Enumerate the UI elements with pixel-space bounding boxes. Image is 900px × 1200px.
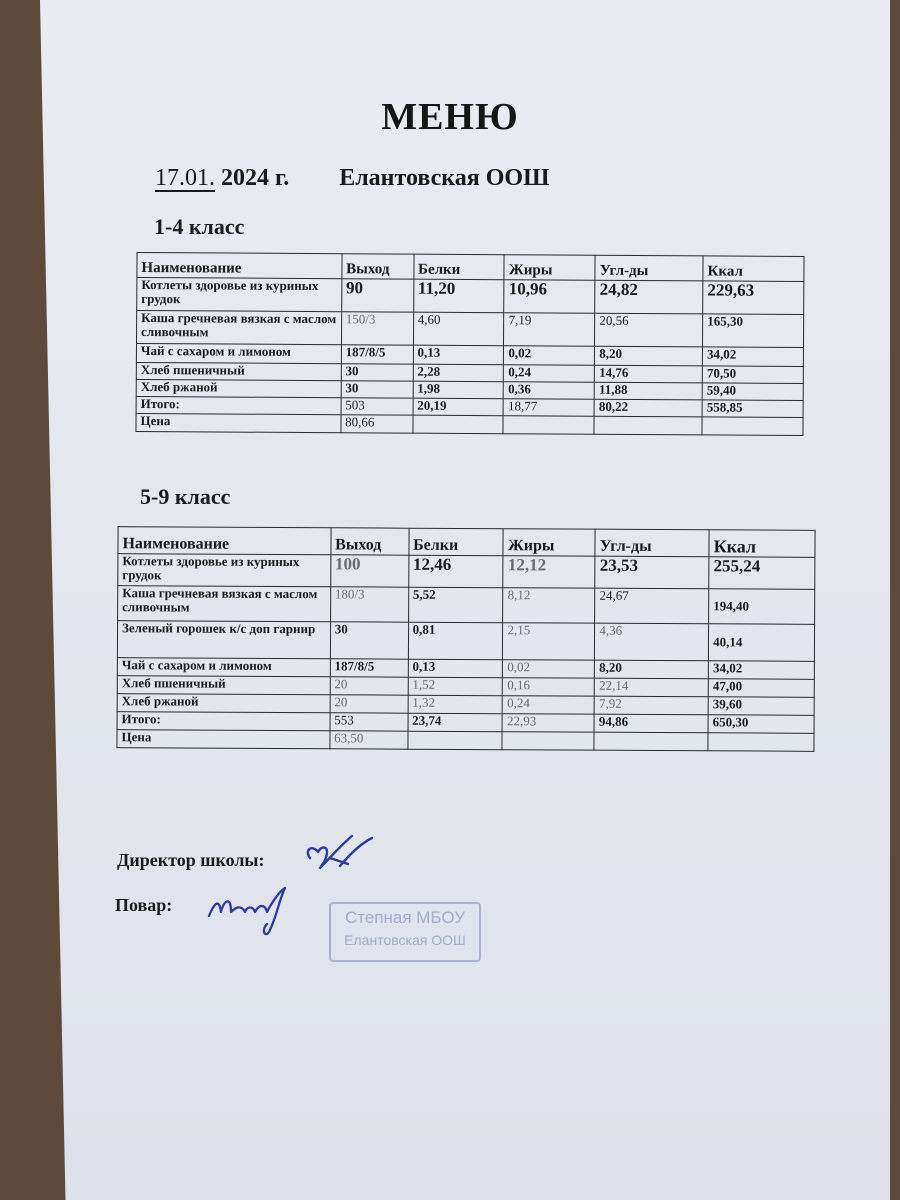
cell-fat: 2,15 bbox=[503, 623, 595, 660]
section-1-label: 1-4 класс bbox=[154, 214, 245, 239]
cell-yield: 30 bbox=[330, 622, 408, 659]
cell-carbs: 11,88 bbox=[594, 382, 702, 400]
cell-kcal: 255,24 bbox=[709, 557, 815, 590]
cell-fat: 12,12 bbox=[503, 556, 595, 588]
cell-yield: 180/3 bbox=[330, 587, 408, 622]
col-header-carbs: Угл-ды bbox=[595, 255, 703, 281]
cell-protein: 1,52 bbox=[408, 677, 503, 695]
dish-name: Чай с сахаром и лимоном bbox=[117, 658, 330, 677]
menu-table-5-9 bbox=[116, 526, 815, 752]
dish-name: Котлеты здоровье из куриных грудок bbox=[118, 554, 331, 587]
cell-fat: 10,96 bbox=[504, 280, 595, 314]
cell-yield: 187/8/5 bbox=[341, 345, 413, 364]
cell-protein: 20,19 bbox=[413, 398, 504, 416]
date-line bbox=[155, 165, 549, 192]
cell-kcal: 229,63 bbox=[703, 281, 804, 315]
cell-yield: 30 bbox=[341, 364, 413, 381]
cell-kcal: 70,50 bbox=[702, 366, 803, 384]
cell-kcal: 39,60 bbox=[708, 697, 814, 716]
price-value: 80,66 bbox=[341, 415, 413, 433]
price-value: 63,50 bbox=[330, 731, 408, 749]
cell-yield: 150/3 bbox=[341, 312, 413, 345]
col-header-kcal: Ккал bbox=[703, 256, 804, 282]
dish-name: Чай с сахаром и лимоном bbox=[136, 343, 341, 363]
col-header-name: Наименование bbox=[118, 527, 331, 555]
cell-protein: 1,32 bbox=[408, 695, 503, 713]
cell-yield: 187/8/5 bbox=[330, 659, 408, 677]
cell-protein: 1,98 bbox=[413, 381, 504, 399]
total-label: Итого: bbox=[136, 396, 341, 414]
cell-fat: 0,02 bbox=[504, 346, 595, 366]
cell-kcal: 47,00 bbox=[708, 679, 814, 698]
cell-protein: 11,20 bbox=[413, 279, 504, 313]
dish-name: Хлеб пшеничный bbox=[117, 676, 330, 695]
table-row bbox=[117, 621, 814, 662]
cell-carbs: 22,14 bbox=[595, 678, 709, 697]
col-header-protein: Белки bbox=[409, 528, 504, 555]
table-row bbox=[136, 310, 803, 347]
col-header-carbs: Угл-ды bbox=[595, 529, 709, 557]
cell-fat: 0,36 bbox=[504, 382, 595, 400]
col-header-protein: Белки bbox=[413, 254, 504, 280]
cell-carbs: 7,92 bbox=[594, 696, 708, 715]
table-row bbox=[118, 554, 815, 590]
cell-yield: 20 bbox=[330, 695, 408, 713]
dish-name: Зеленый горошек к/с доп гарнир bbox=[117, 621, 330, 659]
cell-carbs: 24,67 bbox=[595, 588, 709, 624]
cell-carbs: 14,76 bbox=[595, 365, 703, 383]
cell-yield: 553 bbox=[330, 713, 408, 731]
cell-fat: 22,93 bbox=[502, 714, 594, 732]
cell-protein: 4,60 bbox=[413, 312, 504, 346]
table-row bbox=[137, 277, 804, 314]
cell-fat: 7,19 bbox=[504, 313, 595, 347]
cell-kcal: 59,40 bbox=[702, 383, 803, 401]
price-label: Цена bbox=[136, 413, 341, 432]
cell-kcal: 34,02 bbox=[702, 347, 803, 367]
cell-yield: 100 bbox=[330, 555, 408, 587]
dish-name: Каша гречневая вязкая с маслом сливочным bbox=[118, 586, 331, 622]
cell-carbs: 23,53 bbox=[595, 556, 709, 589]
cell-fat: 0,02 bbox=[503, 660, 595, 678]
director-label: Директор школы: bbox=[117, 850, 265, 870]
cell-protein: 23,74 bbox=[408, 713, 503, 731]
school-stamp bbox=[328, 900, 482, 964]
col-header-yield: Выход bbox=[342, 254, 414, 279]
cell-yield: 90 bbox=[341, 279, 413, 312]
cell-carbs: 8,20 bbox=[595, 346, 703, 366]
cell-fat: 0,24 bbox=[503, 696, 595, 714]
cell-protein: 2,28 bbox=[413, 364, 504, 382]
cell-kcal: 558,85 bbox=[702, 400, 803, 418]
cell-kcal: 650,30 bbox=[708, 715, 814, 734]
cell-yield: 503 bbox=[341, 398, 413, 415]
dish-name: Каша гречневая вязкая с маслом сливочным bbox=[136, 310, 341, 344]
cell-yield: 30 bbox=[341, 381, 413, 398]
cell-fat: 0,24 bbox=[504, 365, 595, 383]
cell-fat: 8,12 bbox=[503, 588, 595, 623]
section-2-label: 5-9 класс bbox=[140, 484, 231, 509]
cell-carbs: 4,36 bbox=[595, 623, 709, 661]
cell-yield: 20 bbox=[330, 677, 408, 695]
dish-name: Хлеб ржаной bbox=[136, 379, 341, 397]
dish-name: Хлеб пшеничный bbox=[136, 362, 341, 380]
col-header-yield: Выход bbox=[331, 528, 409, 555]
table-row bbox=[118, 586, 815, 625]
table-row-price bbox=[136, 413, 803, 435]
dish-name: Хлеб ржаной bbox=[117, 694, 330, 713]
stamp-line-2: Елантовская ООШ bbox=[344, 932, 466, 948]
table-header-row bbox=[118, 527, 815, 558]
cell-carbs: 20,56 bbox=[595, 313, 703, 347]
cook-label: Повар: bbox=[115, 895, 173, 915]
price-label: Цена bbox=[117, 730, 330, 749]
cell-carbs: 24,82 bbox=[595, 280, 703, 314]
director-signature bbox=[300, 828, 380, 880]
stamp-line-1: Степная МБОУ bbox=[344, 908, 466, 927]
col-header-name: Наименование bbox=[137, 252, 342, 278]
page-title: МЕНЮ bbox=[381, 96, 519, 138]
menu-table-1-4 bbox=[135, 252, 804, 436]
col-header-kcal: Ккал bbox=[709, 530, 815, 558]
cell-carbs: 80,22 bbox=[594, 399, 702, 417]
cell-kcal: 40,14 bbox=[709, 624, 815, 662]
cell-protein: 5,52 bbox=[408, 587, 503, 622]
col-header-fat: Жиры bbox=[503, 529, 595, 556]
dish-name: Котлеты здоровье из куриных грудок bbox=[137, 277, 342, 311]
table-row-price bbox=[117, 730, 814, 752]
cell-carbs: 94,86 bbox=[594, 714, 708, 733]
menu-date: 17.01. bbox=[155, 165, 215, 191]
cell-protein: 12,46 bbox=[408, 555, 503, 587]
total-label: Итого: bbox=[117, 712, 330, 731]
cell-protein: 0,13 bbox=[408, 659, 503, 677]
cell-kcal: 34,02 bbox=[708, 661, 814, 680]
cook-signature bbox=[205, 882, 300, 940]
cell-protein: 0,81 bbox=[408, 622, 503, 659]
school-name: Елантовская ООШ bbox=[339, 165, 550, 191]
cell-carbs: 8,20 bbox=[595, 660, 709, 679]
cell-kcal: 165,30 bbox=[703, 314, 804, 348]
col-header-fat: Жиры bbox=[504, 255, 595, 281]
menu-year: 2024 г. bbox=[221, 165, 290, 191]
cell-kcal: 194,40 bbox=[709, 589, 815, 625]
cell-fat: 18,77 bbox=[504, 399, 595, 417]
cell-protein: 0,13 bbox=[413, 345, 504, 365]
cell-fat: 0,16 bbox=[503, 678, 595, 696]
